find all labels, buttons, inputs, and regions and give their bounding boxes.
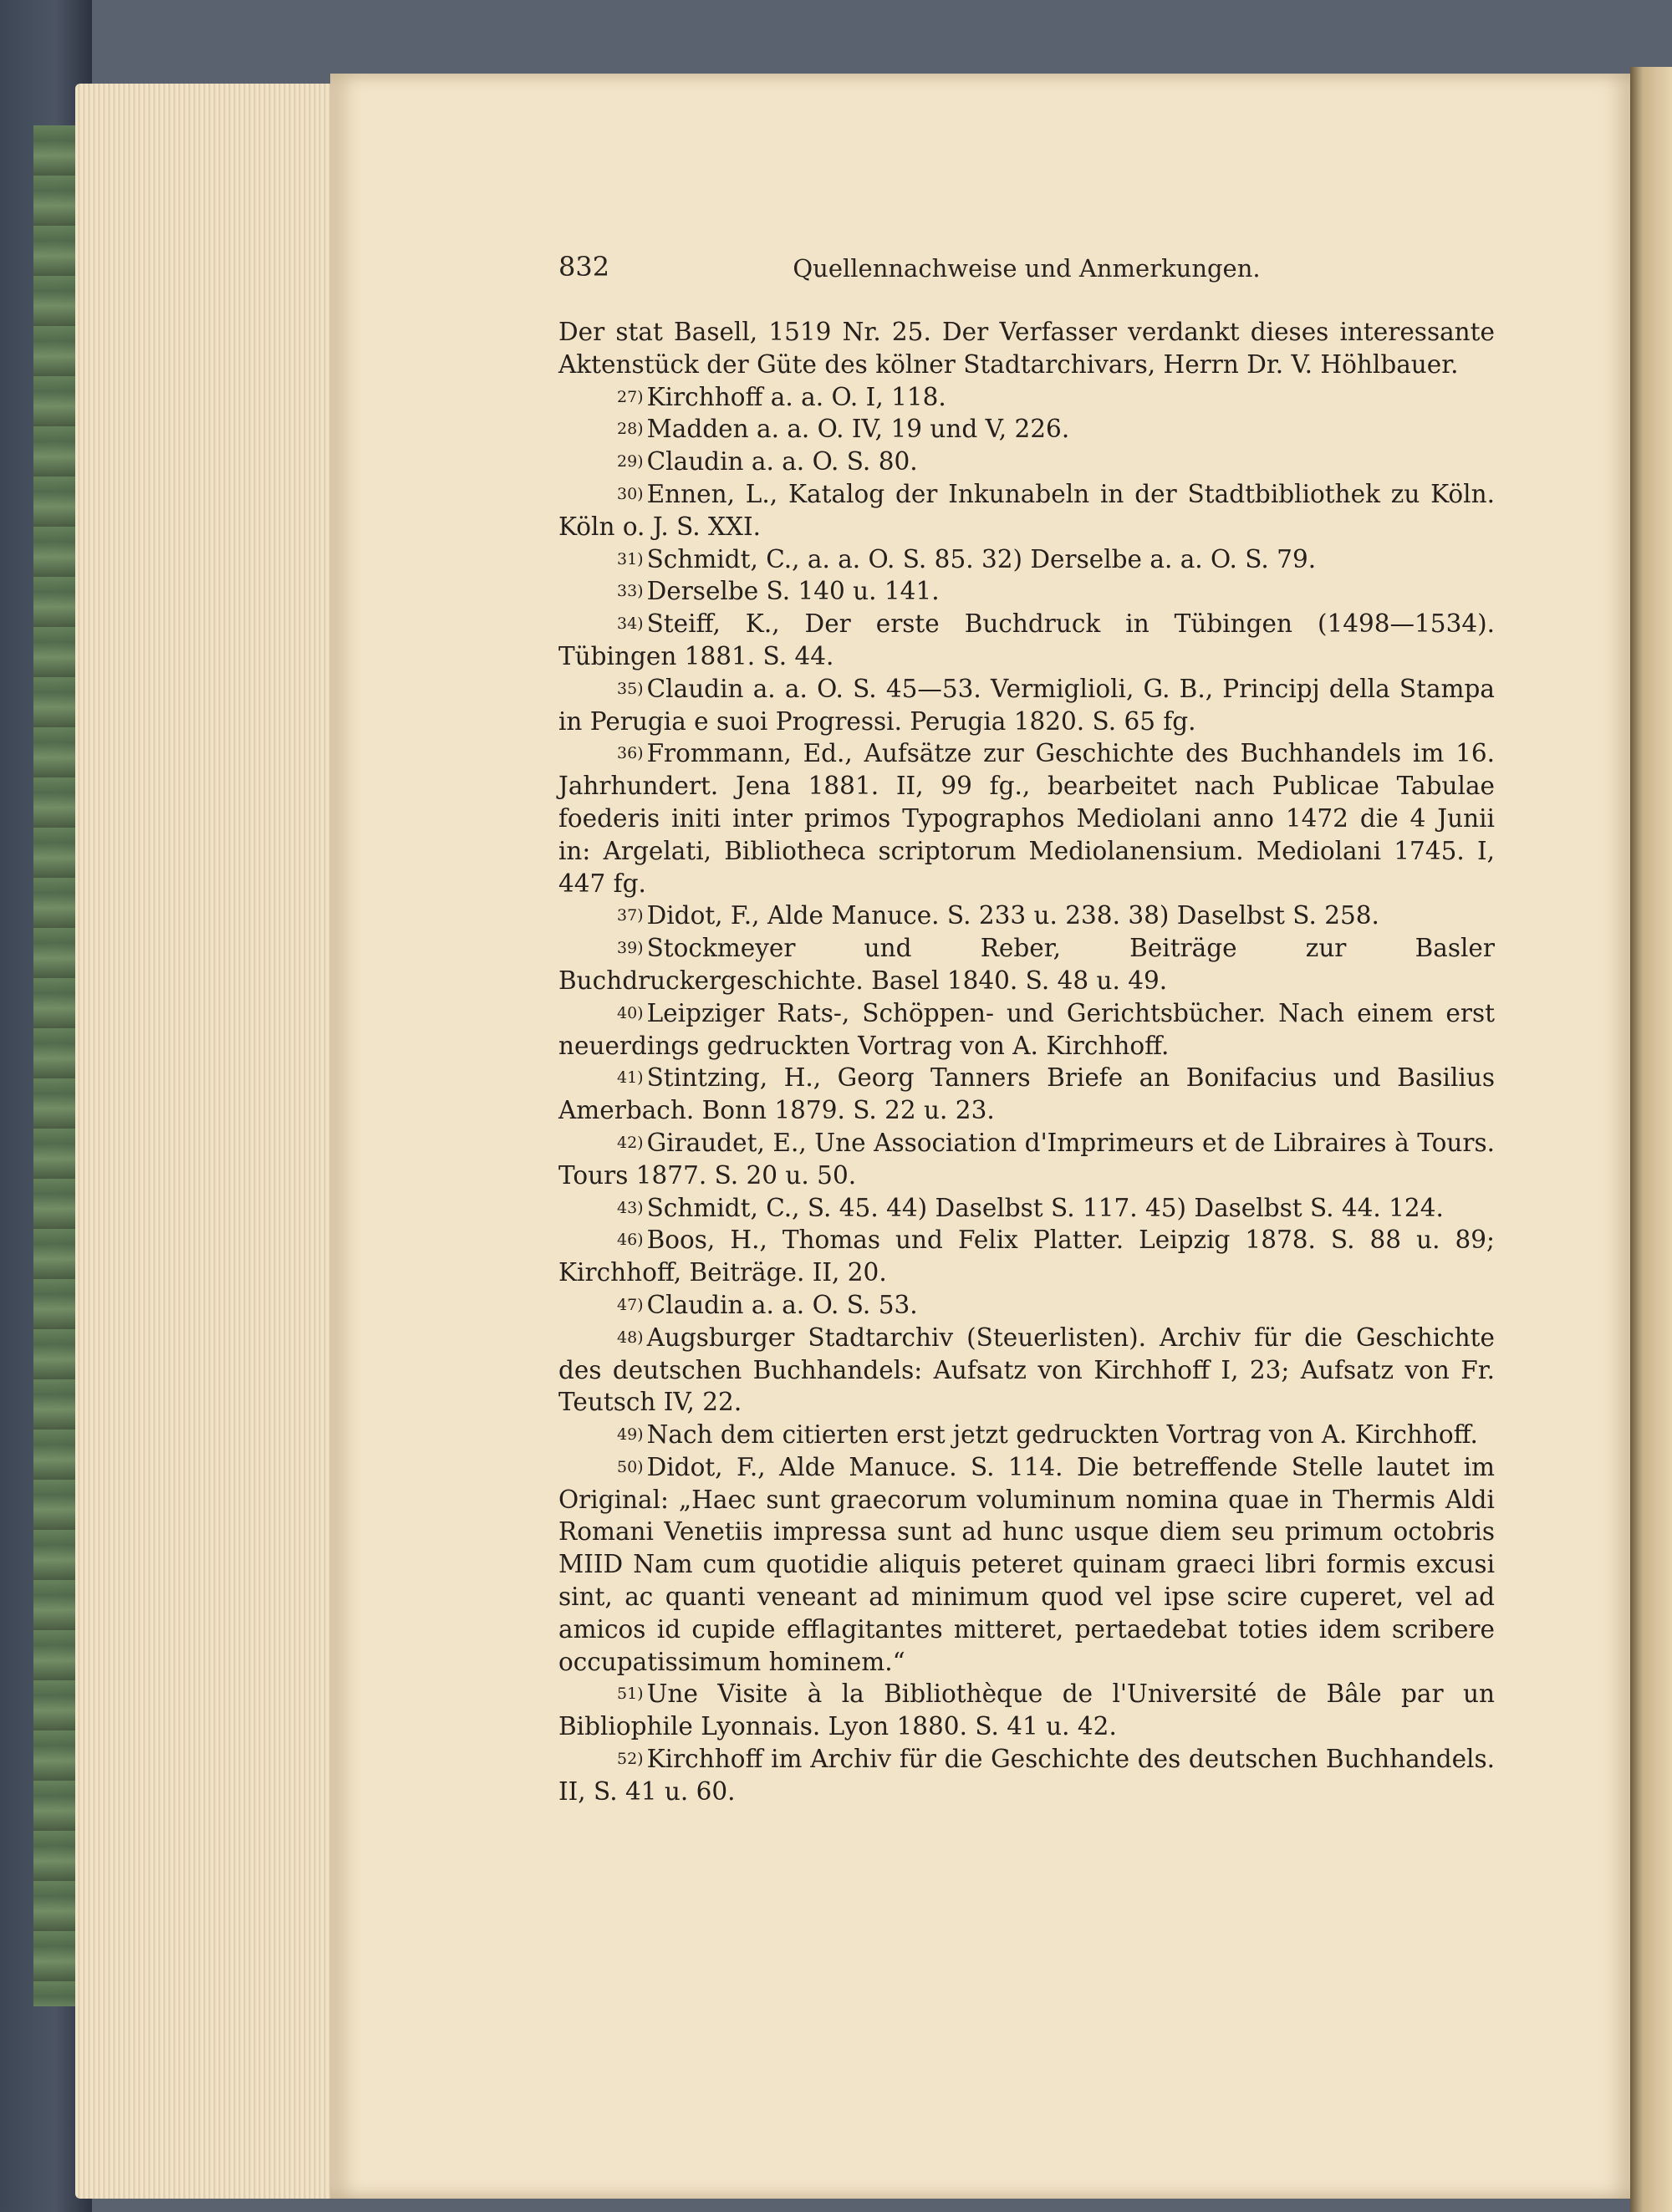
footnote-number: 39) [617,939,644,958]
footnote-text: Claudin a. a. O. S. 45—53. Vermiglioli, G. B., Principj della Stampa in Perugia e suoi Progressi. Perugia 1820. S. 65 fg. [558,674,1495,736]
footnote-text: Schmidt, C., S. 45. 44) Daselbst S. 117. 45) Daselbst S. 44. 124. [646,1193,1444,1222]
footnote-number: 42) [617,1133,644,1152]
footnote-paragraph [558,1322,1495,1419]
footnote-paragraph [558,1678,1495,1743]
footnote-paragraph [558,673,1495,738]
running-head: Quellennachweise und Anmerkungen. [793,254,1261,283]
footnote-text: Madden a. a. O. IV, 19 und V, 226. [646,415,1070,444]
footnotes-body [558,316,1495,1808]
footnote-paragraph [558,737,1495,900]
footnote-text: Augsburger Stadtarchiv (Steuerlisten). Archiv für die Geschichte des deutschen Buchhandels: Aufsatz von Kirchhoff I, 23; Aufsatz von Fr. Teutsch IV, 22. [558,1323,1495,1417]
footnote-text: Kirchhoff a. a. O. I, 118. [646,382,946,411]
footnote-number: 49) [617,1425,644,1445]
footnote-text: Derselbe S. 140 u. 141. [646,577,940,606]
footnote-number: 51) [617,1684,644,1704]
footnote-paragraph [558,478,1495,543]
footnote-paragraph [558,1224,1495,1289]
cover-marbled-strip [33,125,75,2006]
footnote-number: 34) [617,614,644,634]
footnote-paragraph [558,997,1495,1063]
footnote-paragraph [558,543,1495,576]
footnote-paragraph [558,575,1495,608]
footnote-paragraph [558,1451,1495,1679]
footnote-paragraph [558,1127,1495,1192]
footnote-text: Frommann, Ed., Aufsätze zur Geschichte des Buchhandels im 16. Jahrhundert. Jena 1881. II, 99 fg., bearbeitet nach Publicae Tabulae foederis initi inter primos Typographos Mediolani anno 1472 die 4 Junii in: Argelati, Bibliotheca scriptorum Mediolanensium. Mediolani 1745. I, 447 fg. [558,739,1495,898]
footnote-text: Der stat Basell, 1519 Nr. 25. Der Verfasser verdankt dieses interessante Aktenstück der Güte des kölner Stadtarchivars, Herrn Dr. V. Höhlbauer. [558,318,1495,379]
footnote-text: Kirchhoff im Archiv für die Geschichte des deutschen Buchhandels. II, S. 41 u. 60. [558,1745,1495,1806]
footnote-paragraph [558,381,1495,414]
facing-page-edge [1630,67,1672,2212]
footnote-paragraph [558,932,1495,997]
footnote-text: Giraudet, E., Une Association d'Imprimeurs et de Libraires à Tours. Tours 1877. S. 20 u. 50. [558,1128,1495,1190]
footnote-number: 48) [617,1328,644,1347]
footnote-number: 50) [617,1457,644,1476]
page-header [558,251,1495,293]
footnote-number: 29) [617,452,644,471]
footnote-paragraph [558,608,1495,673]
footnote-number: 46) [617,1231,644,1250]
footnote-text: Boos, H., Thomas und Felix Platter. Leipzig 1878. S. 88 u. 89; Kirchhoff, Beiträge. II, 20. [558,1226,1495,1287]
footnote-number: 35) [617,679,644,698]
footnote-number: 47) [617,1295,644,1314]
footnote-paragraph [558,900,1495,932]
footnote-text: Nach dem citierten erst jetzt gedruckten Vortrag von A. Kirchhoff. [646,1420,1478,1450]
footnote-text: Une Visite à la Bibliothèque de l'Université de Bâle par un Bibliophile Lyonnais. Lyon 1880. S. 41 u. 42. [558,1679,1495,1741]
footnote-paragraph [558,1419,1495,1451]
footnote-paragraph [558,446,1495,478]
footnote-number: 30) [617,484,644,503]
footnote-text: Stintzing, H., Georg Tanners Briefe an Bonifacius und Basilius Amerbach. Bonn 1879. S. 22 u. 23. [558,1063,1495,1125]
footnote-text: Claudin a. a. O. S. 80. [646,447,918,477]
footnote-number: 36) [617,744,644,763]
footnote-paragraph [558,316,1495,381]
footnote-number: 40) [617,1003,644,1022]
footnote-text: Leipziger Rats-, Schöppen- und Gerichtsbücher. Nach einem erst neuerdings gedruckten Vortrag von A. Kirchhoff. [558,998,1495,1060]
footnote-text: Ennen, L., Katalog der Inkunabeln in der Stadtbibliothek zu Köln. Köln o. J. S. XXI. [558,479,1495,541]
footnote-number: 31) [617,549,644,568]
footnote-number: 41) [617,1068,644,1088]
footnote-text: Stockmeyer und Reber, Beiträge zur Basler Buchdruckergeschichte. Basel 1840. S. 48 u. 49. [558,934,1495,995]
footnote-number: 27) [617,387,644,406]
footnote-number: 43) [617,1198,644,1217]
footnote-paragraph [558,1289,1495,1322]
footnote-number: 33) [617,582,644,601]
footnote-text: Steiff, K., Der erste Buchdruck in Tübingen (1498—1534). Tübingen 1881. S. 44. [558,609,1495,670]
footnote-text: Didot, F., Alde Manuce. S. 114. Die betreffende Stelle lautet im Original: „Haec sunt graecorum voluminum nomina quae in Thermis Aldi Romani Venetiis impressa sunt ad hunc usque diem seu primum octobris MIID Nam cum quotidie aliquis peteret quinam graeci libri formis excusi sint, ac quanti veneant ad minimum quod vel ipse scire cuperet, vel ad amicos id cupide efflagitantes mitteret, pertaedebat toties idem scribere occupatissimum hominem.“ [558,1452,1495,1676]
footnote-number: 28) [617,420,644,439]
page-edges [75,84,334,2199]
footnote-paragraph [558,1192,1495,1225]
page-number: 832 [558,251,610,283]
footnote-paragraph [558,1743,1495,1808]
footnote-number: 52) [617,1750,644,1769]
footnote-text: Schmidt, C., a. a. O. S. 85. 32) Derselbe a. a. O. S. 79. [646,544,1317,573]
footnote-text: Didot, F., Alde Manuce. S. 233 u. 238. 38) Daselbst S. 258. [646,901,1379,930]
footnote-paragraph [558,1062,1495,1127]
footnote-paragraph [558,413,1495,446]
footnote-text: Claudin a. a. O. S. 53. [646,1290,918,1319]
footnote-number: 37) [617,906,644,925]
